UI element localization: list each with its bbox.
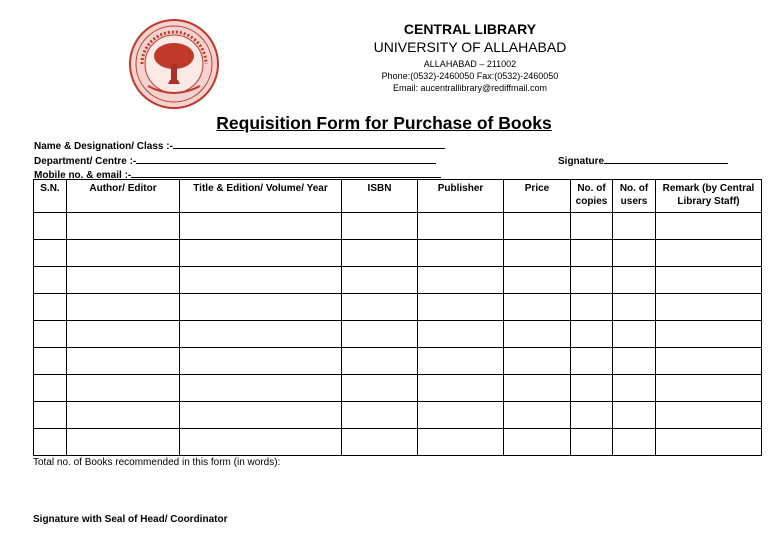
table-cell[interactable] — [67, 321, 180, 348]
table-cell[interactable] — [418, 348, 504, 375]
table-row — [34, 348, 762, 375]
table-cell[interactable] — [656, 213, 762, 240]
table-cell[interactable] — [180, 321, 342, 348]
table-header-row — [34, 180, 762, 213]
department-field[interactable] — [34, 153, 436, 168]
table-cell[interactable] — [656, 402, 762, 429]
table-row — [34, 294, 762, 321]
mobile-email-label: Mobile no. & email :- — [34, 170, 132, 181]
col-header-copies: No. of copies — [571, 180, 613, 213]
table-cell[interactable] — [656, 429, 762, 456]
table-cell[interactable] — [67, 240, 180, 267]
table-cell[interactable] — [342, 429, 418, 456]
table-cell[interactable] — [613, 402, 656, 429]
table-cell[interactable] — [67, 267, 180, 294]
table-cell[interactable] — [34, 402, 67, 429]
table-cell[interactable] — [656, 348, 762, 375]
mobile-email-line[interactable] — [131, 167, 441, 178]
total-books-label: Total no. of Books recommended in this form (in words): — [33, 457, 281, 468]
table-cell[interactable] — [67, 429, 180, 456]
table-cell[interactable] — [418, 267, 504, 294]
name-designation-label: Name & Designation/ Class :- — [34, 141, 173, 152]
table-cell[interactable] — [571, 321, 613, 348]
table-cell[interactable] — [504, 240, 571, 267]
table-cell[interactable] — [180, 294, 342, 321]
table-row — [34, 429, 762, 456]
books-table — [33, 179, 762, 456]
table-cell[interactable] — [613, 375, 656, 402]
col-header-publisher: Publisher — [418, 180, 504, 213]
table-cell[interactable] — [34, 375, 67, 402]
table-cell[interactable] — [180, 213, 342, 240]
table-cell[interactable] — [418, 402, 504, 429]
department-line[interactable] — [136, 153, 436, 164]
col-header-title: Title & Edition/ Volume/ Year — [180, 180, 342, 213]
email-line: Email: aucentrallibrary@rediffmail.com — [392, 83, 548, 93]
table-cell[interactable] — [34, 267, 67, 294]
table-cell[interactable] — [67, 375, 180, 402]
page-title: Requisition Form for Purchase of Books — [216, 113, 552, 133]
col-header-sn: S.N. — [34, 180, 67, 213]
table-cell[interactable] — [418, 429, 504, 456]
phone-fax: Phone:(0532)-2460050 Fax:(0532)-2460050 — [381, 71, 559, 81]
table-row — [34, 213, 762, 240]
name-designation-line[interactable] — [173, 138, 445, 149]
table-cell[interactable] — [342, 321, 418, 348]
table-cell[interactable] — [67, 348, 180, 375]
table-cell[interactable] — [504, 375, 571, 402]
table-cell[interactable] — [656, 267, 762, 294]
table-cell[interactable] — [34, 294, 67, 321]
table-cell[interactable] — [656, 321, 762, 348]
table-cell[interactable] — [571, 213, 613, 240]
table-cell[interactable] — [656, 240, 762, 267]
table-cell[interactable] — [504, 294, 571, 321]
head-signature-label: Signature with Seal of Head/ Coordinator — [33, 514, 228, 525]
signature-line[interactable] — [604, 153, 728, 164]
table-row — [34, 267, 762, 294]
table-cell[interactable] — [67, 213, 180, 240]
table-cell[interactable] — [342, 375, 418, 402]
signature-label: Signature — [558, 156, 605, 167]
table-cell[interactable] — [180, 429, 342, 456]
table-cell[interactable] — [571, 240, 613, 267]
table-cell[interactable] — [34, 429, 67, 456]
table-cell[interactable] — [571, 375, 613, 402]
table-cell[interactable] — [180, 348, 342, 375]
table-row — [34, 402, 762, 429]
table-cell[interactable] — [342, 348, 418, 375]
table-cell[interactable] — [418, 213, 504, 240]
table-cell[interactable] — [418, 321, 504, 348]
table-cell[interactable] — [34, 321, 67, 348]
table-cell[interactable] — [504, 267, 571, 294]
table-cell[interactable] — [504, 429, 571, 456]
col-header-users: No. of users — [613, 180, 656, 213]
table-row — [34, 375, 762, 402]
table-cell[interactable] — [34, 348, 67, 375]
table-cell[interactable] — [418, 294, 504, 321]
table-cell[interactable] — [613, 348, 656, 375]
table-cell[interactable] — [571, 402, 613, 429]
table-cell[interactable] — [180, 267, 342, 294]
table-cell[interactable] — [34, 213, 67, 240]
table-cell[interactable] — [571, 429, 613, 456]
table-row — [34, 240, 762, 267]
table-cell[interactable] — [613, 321, 656, 348]
table-cell[interactable] — [571, 348, 613, 375]
signature-field[interactable] — [558, 153, 728, 168]
table-cell[interactable] — [342, 267, 418, 294]
table-cell[interactable] — [504, 321, 571, 348]
col-header-price: Price — [504, 180, 571, 213]
table-cell[interactable] — [656, 294, 762, 321]
table-cell[interactable] — [180, 402, 342, 429]
table-cell[interactable] — [504, 348, 571, 375]
table-cell[interactable] — [613, 240, 656, 267]
table-cell[interactable] — [34, 240, 67, 267]
table-row — [34, 321, 762, 348]
library-name: CENTRAL LIBRARY — [403, 21, 537, 37]
col-header-isbn: ISBN — [342, 180, 418, 213]
university-name: UNIVERSITY OF ALLAHABAD — [373, 39, 567, 55]
table-cell[interactable] — [504, 213, 571, 240]
table-cell[interactable] — [656, 375, 762, 402]
table-cell[interactable] — [180, 240, 342, 267]
table-cell[interactable] — [342, 240, 418, 267]
table-cell[interactable] — [418, 375, 504, 402]
table-cell[interactable] — [613, 213, 656, 240]
address: ALLAHABAD – 211002 — [423, 59, 517, 69]
department-label: Department/ Centre :- — [34, 156, 137, 167]
table-cell[interactable] — [180, 375, 342, 402]
university-seal-tree-icon — [128, 18, 220, 110]
table-cell[interactable] — [504, 402, 571, 429]
table-cell[interactable] — [418, 240, 504, 267]
table-cell[interactable] — [67, 402, 180, 429]
table-cell[interactable] — [342, 213, 418, 240]
table-cell[interactable] — [342, 402, 418, 429]
col-header-author: Author/ Editor — [67, 180, 180, 213]
table-cell[interactable] — [613, 294, 656, 321]
table-cell[interactable] — [571, 294, 613, 321]
table-cell[interactable] — [571, 267, 613, 294]
table-cell[interactable] — [67, 294, 180, 321]
table-cell[interactable] — [613, 267, 656, 294]
table-cell[interactable] — [342, 294, 418, 321]
col-header-remark: Remark (by Central Library Staff) — [656, 180, 762, 213]
table-cell[interactable] — [613, 429, 656, 456]
library-header — [330, 20, 610, 94]
name-designation-field[interactable] — [34, 138, 445, 153]
